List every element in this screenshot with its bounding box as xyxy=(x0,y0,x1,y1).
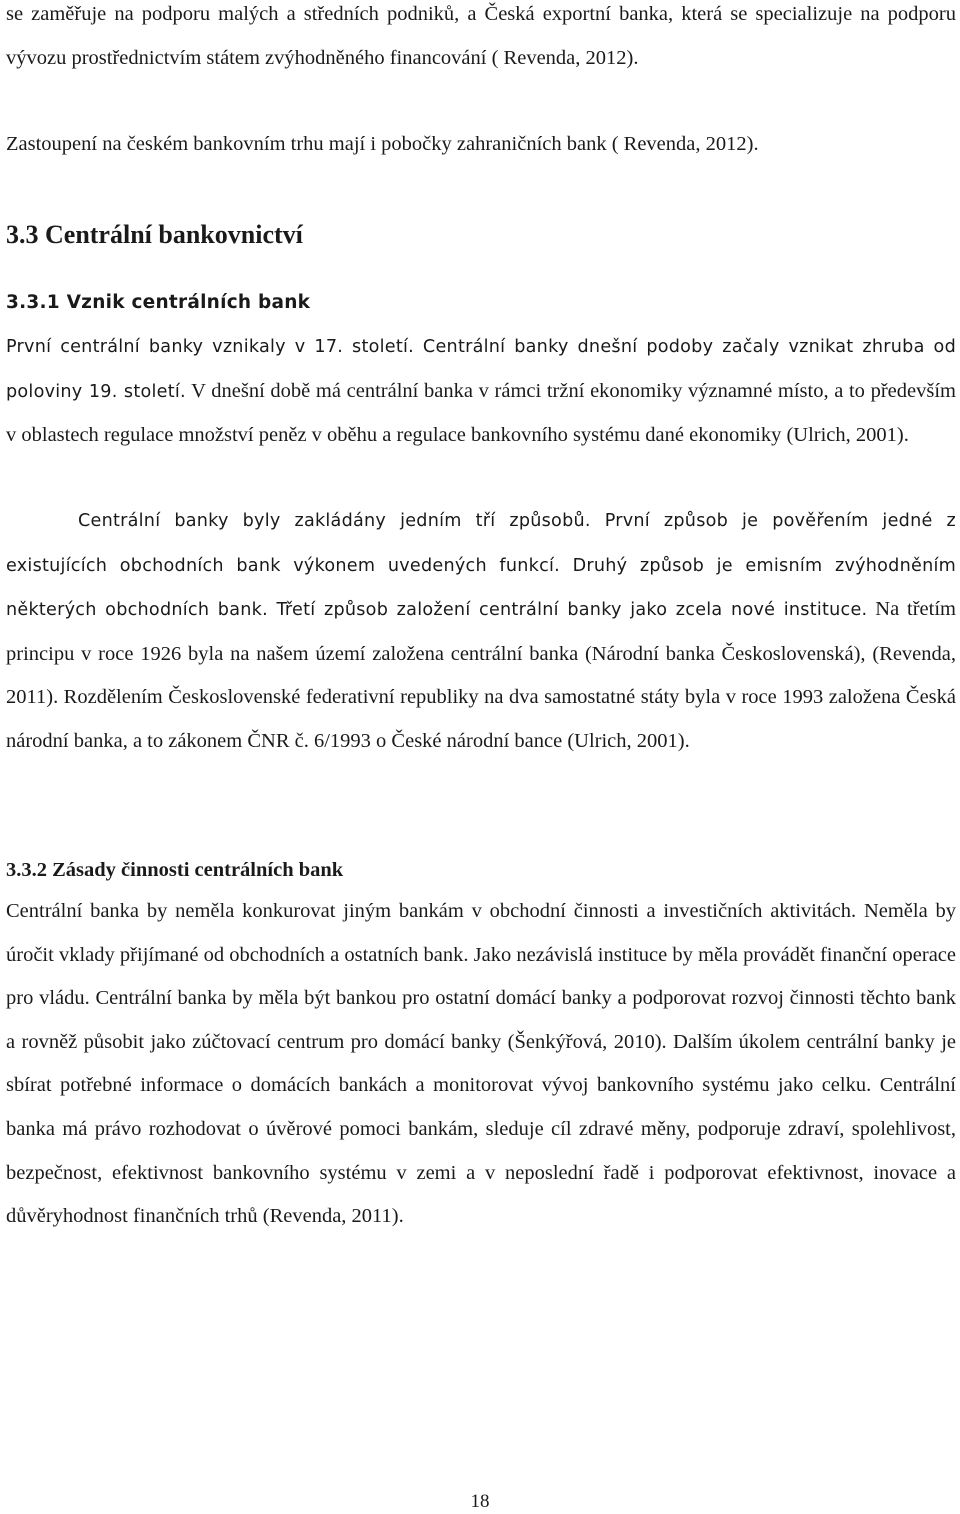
origin-paragraph xyxy=(6,325,956,458)
page-number: 18 xyxy=(470,1491,490,1512)
origin-paragraph-sans: První centrální banky vznikaly v 17. století. Centrální banky dnešní podoby začaly vznikat zhruba od poloviny 19. století. xyxy=(6,337,956,402)
principles-paragraph: Centrální banka by neměla konkurovat jiným bankám v obchodní činnosti a investičních aktivitách. Neměla by úročit vklady přijímané od obchodních a ostatních bank. Jako nezávislá instituce by měla provádět finanční operace pro vládu. Centrální banka by měla být bankou pro ostatní domácí banky a podporovat rozvoj činnosti těchto bank a rovněž působit jako zúčtovací centrum pro domácí banky (Šenkýřová, 2010). Dalším úkolem centrální banky je sbírat potřebné informace o domácích bankách a monitorovat vývoj bankovního systému jako celku. Centrální banka má právo rozhodovat o úvěrové pomoci bankám, sleduje cíl zdravé měny, podporuje zdraví, spolehlivost, bezpečnost, efektivnost bankovního systému v zemi a v neposlední řadě i podporovat efektivnost, inovace a důvěryhodnost finančních trhů (Revenda, 2011). xyxy=(6,900,956,1228)
subsection-heading-principles: 3.3.2 Zásady činnosti centrálních bank xyxy=(6,859,344,881)
founding-paragraph-serif: Na třetím principu v roce 1926 byla na našem území založena centrální banka (Národní banka Československá), (Revenda, 2011). Rozdělením Československé federativní republiky na dva samostatné státy byla v roce 1993 založena Česká národní banka, a to zákonem ČNR č. 6/1993 o České národní bance (Ulrich, 2001). xyxy=(6,598,956,752)
subsection-heading-origin: 3.3.1 Vznik centrálních bank xyxy=(6,292,311,313)
founding-paragraph xyxy=(6,499,956,764)
section-heading: 3.3 Centrální bankovnictví xyxy=(6,220,303,249)
intro-paragraph: se zaměřuje na podporu malých a středních podniků, a Česká exportní banka, která se specializuje na podporu vývozu prostřednictvím státem zvýhodněného financování ( Revenda, 2012). xyxy=(6,3,956,69)
founding-paragraph-sans: Centrální banky byly zakládány jedním tří způsobů. První způsob je pověřením jedné z existujících obchodních bank výkonem uvedených funkcí. Druhý způsob je emisním zvýhodněním některých obchodních bank. Třetí způsob založení centrální banky jako zcela nové instituce. xyxy=(6,511,956,621)
foreign-banks-paragraph: Zastoupení na českém bankovním trhu mají i pobočky zahraničních bank ( Revenda, 2012). xyxy=(6,133,759,155)
origin-paragraph-serif: V dnešní době má centrální banka v rámci tržní ekonomiky významné místo, a to především v oblastech regulace množství peněz v oběhu a regulace bankovního systému dané ekonomiky (Ulrich, 2001). xyxy=(6,379,956,447)
